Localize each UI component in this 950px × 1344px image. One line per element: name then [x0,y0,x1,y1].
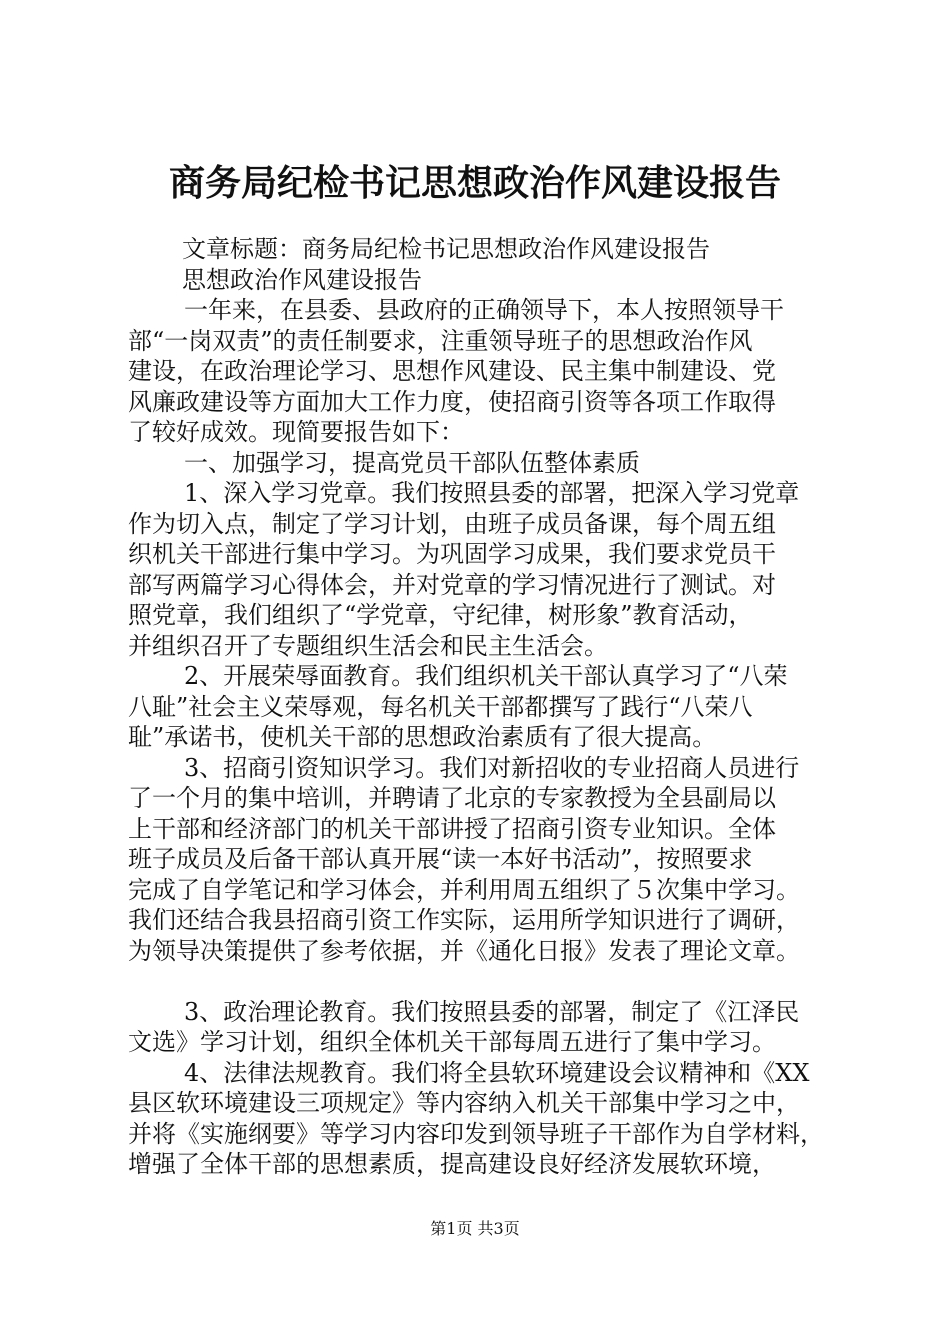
section-heading: 一、加强学习，提高党员干部队伍整体素质 [184,448,640,477]
paragraph-line: 3、政治理论教育。我们按照县委的部署，制定了《江泽民 [184,997,800,1026]
paragraph-line: 部“一岗双责”的责任制要求，注重领导班子的思想政治作风 [128,326,753,355]
subtitle-line: 思想政治作风建设报告 [182,265,422,294]
paragraph-line: 上干部和经济部门的机关干部讲授了招商引资专业知识。全体 [128,814,776,843]
paragraph-line: 县区软环境建设三项规定》等内容纳入机关干部集中学习之中， [128,1089,800,1117]
paragraph-line: 了较好成效。现简要报告如下： [128,418,464,446]
page-footer: 第1页 共3页 [430,1219,520,1238]
paragraph-line: 文选》学习计划，组织全体机关干部每周五进行了集中学习。 [128,1028,776,1056]
paragraph-line: 1、深入学习党章。我们按照县委的部署，把深入学习党章 [184,479,800,507]
paragraph-line: 建设，在政治理论学习、思想作风建设、民主集中制建设、党 [128,357,776,385]
blank-line [128,966,828,997]
document-title: 商务局纪检书记思想政治作风建设报告 [168,162,781,204]
paragraph-line: 为领导决策提供了参考依据，并《通化日报》发表了理论文章。 [128,936,800,965]
paragraph-line: 2、开展荣辱面教育。我们组织机关干部认真学习了“八荣 [184,662,788,690]
paragraph-line: 增强了全体干部的思想素质，提高建设良好经济发展软环境， [128,1150,776,1178]
document-body [128,234,828,1180]
paragraph-line: 一年来，在县委、县政府的正确领导下，本人按照领导干 [184,296,784,324]
paragraph-line: 并组织召开了专题组织生活会和民主生活会。 [128,631,608,660]
paragraph-line: 八耻”社会主义荣辱观，每名机关干部都撰写了践行“八荣八 [128,692,753,721]
paragraph-line: 完成了自学笔记和学习体会，并利用周五组织了５次集中学习。 [128,875,800,904]
paragraph-line: 部写两篇学习心得体会，并对党章的学习情况进行了测试。对 [128,570,776,599]
paragraph-line: 并将《实施纲要》等学习内容印发到领导班子干部作为自学材料， [128,1119,824,1148]
paragraph-line: 我们还结合我县招商引资工作实际，运用所学知识进行了调研， [128,906,800,934]
paragraph-line: 3、招商引资知识学习。我们对新招收的专业招商人员进行 [184,753,800,782]
paragraph-line: 了一个月的集中培训，并聘请了北京的专家教授为全县副局以 [128,784,776,812]
paragraph-line: 作为切入点，制定了学习计划，由班子成员备课，每个周五组 [128,509,776,538]
paragraph-line: 织机关干部进行集中学习。为巩固学习成果，我们要求党员干 [128,540,776,568]
paragraph-line: 耻”承诺书，使机关干部的思想政治素质有了很大提高。 [128,723,717,751]
paragraph-line: 4、法律法规教育。我们将全县软环境建设会议精神和《XX [184,1058,810,1087]
paragraph-line: 风廉政建设等方面加大工作力度，使招商引资等各项工作取得 [128,387,776,416]
article-title-line: 文章标题：商务局纪检书记思想政治作风建设报告 [182,235,710,263]
paragraph-line: 照党章，我们组织了“学党章，守纪律，树形象”教育活动， [128,601,753,629]
paragraph-line: 班子成员及后备干部认真开展“读一本好书活动”，按照要求 [128,845,753,873]
